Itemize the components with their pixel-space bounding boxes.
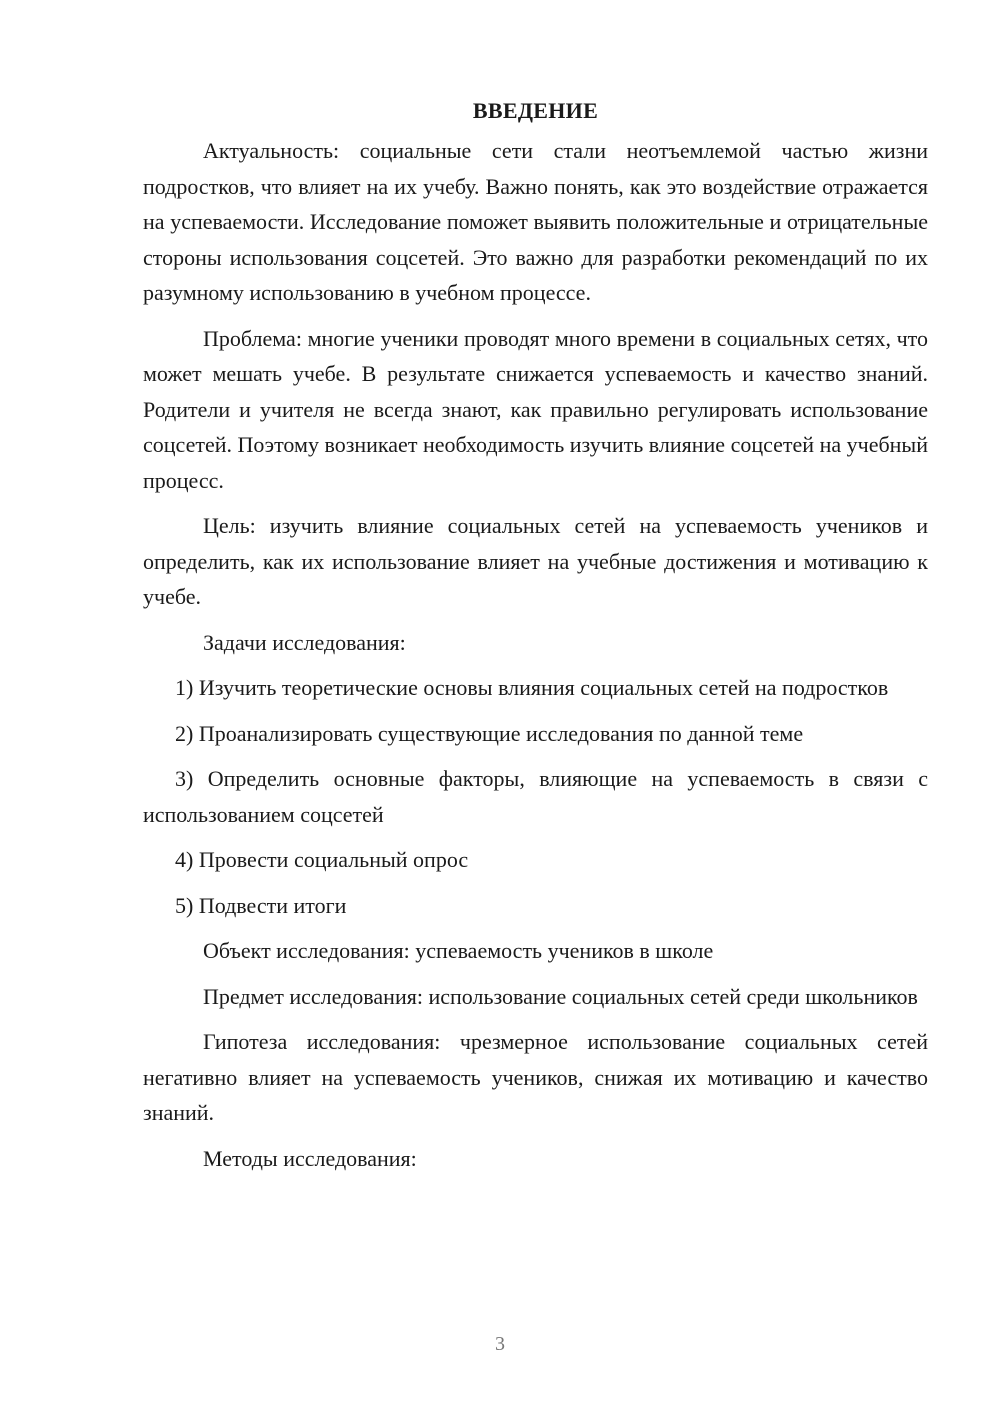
subject-paragraph: Предмет исследования: использование социальных сетей среди школьников (203, 983, 918, 1009)
task-item-2: 2) Проанализировать существующие исследования по данной теме (175, 720, 804, 746)
goal-paragraph: Цель: изучить влияние социальных сетей на успеваемость учеников и определить, как их использование влияет на учебные достижения и мотивацию к учебе. (143, 513, 928, 609)
task-item-5: 5) Подвести итоги (175, 892, 347, 918)
methods-heading: Методы исследования: (203, 1145, 417, 1171)
hypothesis-paragraph: Гипотеза исследования: чрезмерное использование социальных сетей негативно влияет на успеваемость учеников, снижая их мотивацию и качество знаний. (143, 1029, 928, 1125)
page-content (143, 93, 928, 1186)
page-number: 3 (495, 1333, 505, 1355)
task-item-1: 1) Изучить теоретические основы влияния социальных сетей на подростков (175, 675, 889, 700)
problem-paragraph: Проблема: многие ученики проводят много времени в социальных сетях, что может мешать учебе. В результате снижается успеваемость и качество знаний. Родители и учителя не всегда знают, как правильно регулировать использование соцсетей. Поэтому возникает необходимость изучить влияние соцсетей на учебный процесс. (143, 325, 928, 493)
section-title: ВВЕДЕНИЕ (472, 98, 599, 123)
tasks-heading: Задачи исследования: (203, 629, 406, 655)
relevance-paragraph: Актуальность: социальные сети стали неотъемлемой частью жизни подростков, что влияет на их учебу. Важно понять, как это воздействие отражается на успеваемости. Исследование поможет выявить положительные и отрицательные стороны использования соцсетей. Это важно для разработки рекомендаций по их разумному использованию в учебном процессе. (143, 138, 928, 305)
task-item-4: 4) Провести социальный опрос (175, 847, 469, 872)
object-paragraph: Объект исследования: успеваемость учеников в школе (203, 938, 714, 963)
task-item-3: 3) Определить основные факторы, влияющие на успеваемость в связи с использованием соцсетей (143, 766, 928, 827)
